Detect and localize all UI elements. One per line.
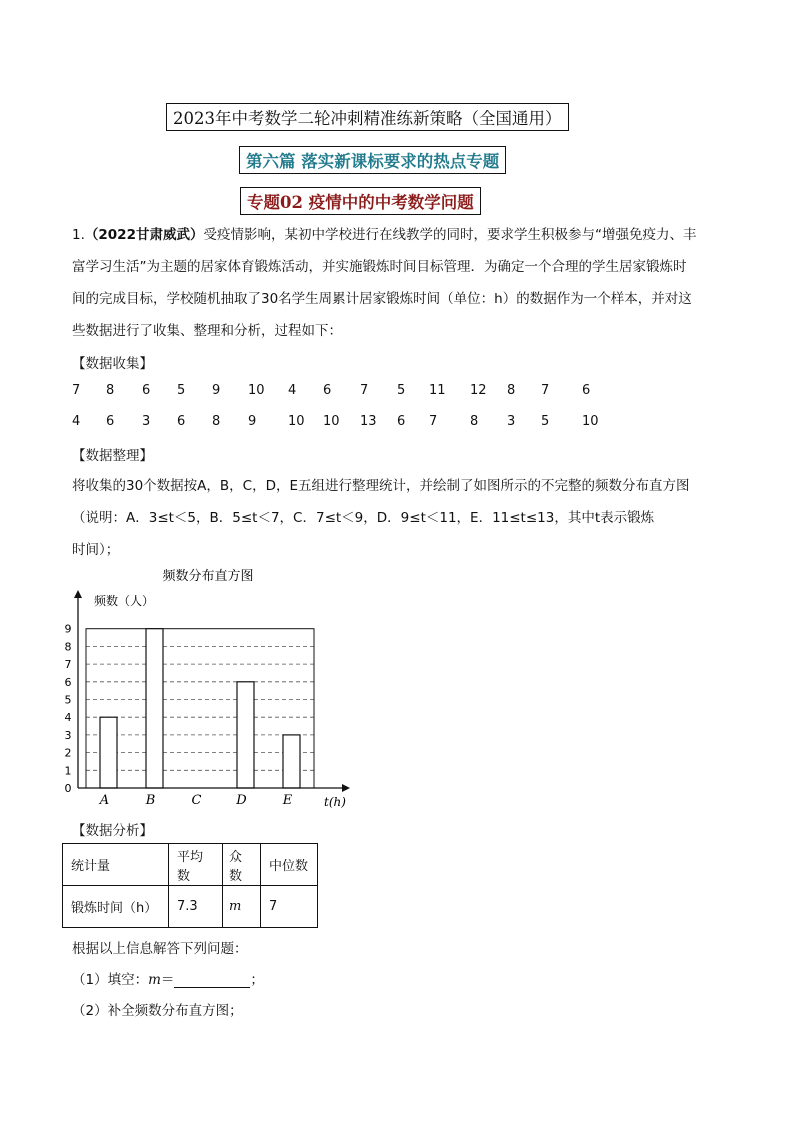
data-value: 4 [72,414,81,429]
q1-end: ； [250,972,264,988]
x-tick-label: C [191,793,202,808]
answer-prompt: 根据以上信息解答下列问题： [72,941,248,957]
x-tick-label: E [282,793,293,808]
document-title: 2023年中考数学二轮冲刺精准练新策略（全国通用） [166,103,569,131]
data-value: 5 [397,383,406,398]
data-value: 7 [429,414,438,429]
y-tick-label: 3 [64,728,72,742]
data-value: 3 [507,414,516,429]
intro-line: 受疫情影响，某初中学校进行在线教学的同时，要求学生积极参与“增强免疫力、丰 [203,227,697,243]
data-value: 10 [323,414,340,429]
x-tick-label: B [145,793,156,808]
bar-E [283,735,300,788]
data-value: 9 [248,414,257,429]
table-header-cell: 众数 [223,844,261,886]
data-value: 7 [360,383,369,398]
question-1 [72,968,264,988]
y-tick-label: 1 [64,764,72,778]
bar-A [100,717,117,788]
table-cell: m [223,886,261,928]
intro-line: 富学习生活”为主题的居家体育锻炼活动，并实施锻炼时间目标管理．为确定一个合理的学生居家锻炼时 [72,259,687,275]
collect-heading: 【数据收集】 [72,356,153,372]
data-value: 11 [429,383,446,398]
table-row [63,886,318,928]
organize-line: 将收集的30个数据按A，B，C，D，E五组进行整理统计，并绘制了如图所示的不完整的频数分布直方图 [72,478,690,494]
y-tick-label: 7 [64,658,72,672]
y-tick-label: 9 [64,622,72,636]
table-cell: 7 [261,886,318,928]
organize-heading: 【数据整理】 [72,448,153,464]
bar-D [237,682,254,788]
data-value: 12 [470,383,487,398]
y-tick-label: 6 [64,675,72,689]
question-source: （2022甘肃威武） [84,227,204,243]
y-tick-label: 0 [64,782,72,795]
y-tick-label: 4 [64,711,72,725]
y-tick-label: 5 [64,693,72,707]
data-value: 8 [106,383,115,398]
chart-xlabel: t(h) [324,795,346,809]
y-axis-arrow [74,590,82,598]
bar-B [146,629,163,788]
section-title: 第六篇 落实新课标要求的热点专题 [239,146,506,174]
organize-text [72,470,732,566]
x-axis-arrow [342,784,350,792]
table-header-row [63,844,318,886]
q1-prefix: （1）填空： [72,972,149,988]
intro-line: 间的完成目标，学校随机抽取了30名学生周累计居家锻炼时间（单位：h）的数据作为一个样本，并对这 [72,291,692,307]
data-value: 9 [212,383,221,398]
organize-line: 时间）； [72,542,120,558]
table-header-cell: 中位数 [261,844,318,886]
data-value: 6 [142,383,151,398]
analysis-heading: 【数据分析】 [72,823,153,839]
chart-frame [86,629,314,788]
data-value: 6 [582,383,591,398]
question-number: 1. [72,227,85,243]
data-value: 10 [582,414,599,429]
data-value: 8 [507,383,516,398]
table-cell: 7.3 [169,886,223,928]
intro-line: 些数据进行了收集、整理和分析，过程如下： [72,323,342,339]
table-header-cell: 平均数 [169,844,223,886]
question-2: （2）补全频数分布直方图； [72,1003,243,1019]
x-tick-label: D [236,793,247,808]
data-value: 6 [323,383,332,398]
answer-blank[interactable] [174,973,250,988]
histogram-chart [60,560,360,810]
data-value: 6 [177,414,186,429]
data-value: 7 [541,383,550,398]
data-value: 10 [288,414,305,429]
data-value: 8 [212,414,221,429]
topic-title: 专题02 疫情中的中考数学问题 [240,187,481,215]
y-tick-label: 8 [64,640,72,654]
question-intro [72,219,732,347]
table-cell: 锻炼时间（h） [63,886,169,928]
chart-ylabel: 频数（人） [94,594,155,608]
organize-line: （说明：A．3≤t＜5，B．5≤t＜7，C．7≤t＜9，D．9≤t＜11，E．11≤t≤13，其中t表示锻炼 [72,510,655,526]
data-value: 6 [397,414,406,429]
data-value: 5 [541,414,550,429]
data-value: 13 [360,414,377,429]
chart-title: 频数分布直方图 [162,569,254,584]
q1-eq: ＝ [160,972,175,988]
data-value: 4 [288,383,297,398]
data-value: 7 [72,383,81,398]
data-value: 8 [470,414,479,429]
data-value: 10 [248,383,265,398]
data-value: 3 [142,414,151,429]
q1-var: m [148,972,161,988]
table-header-cell: 统计量 [63,844,169,886]
stats-table [62,843,318,928]
data-value: 6 [106,414,115,429]
x-tick-label: A [99,793,110,808]
y-tick-label: 2 [64,746,72,760]
data-value: 5 [177,383,186,398]
